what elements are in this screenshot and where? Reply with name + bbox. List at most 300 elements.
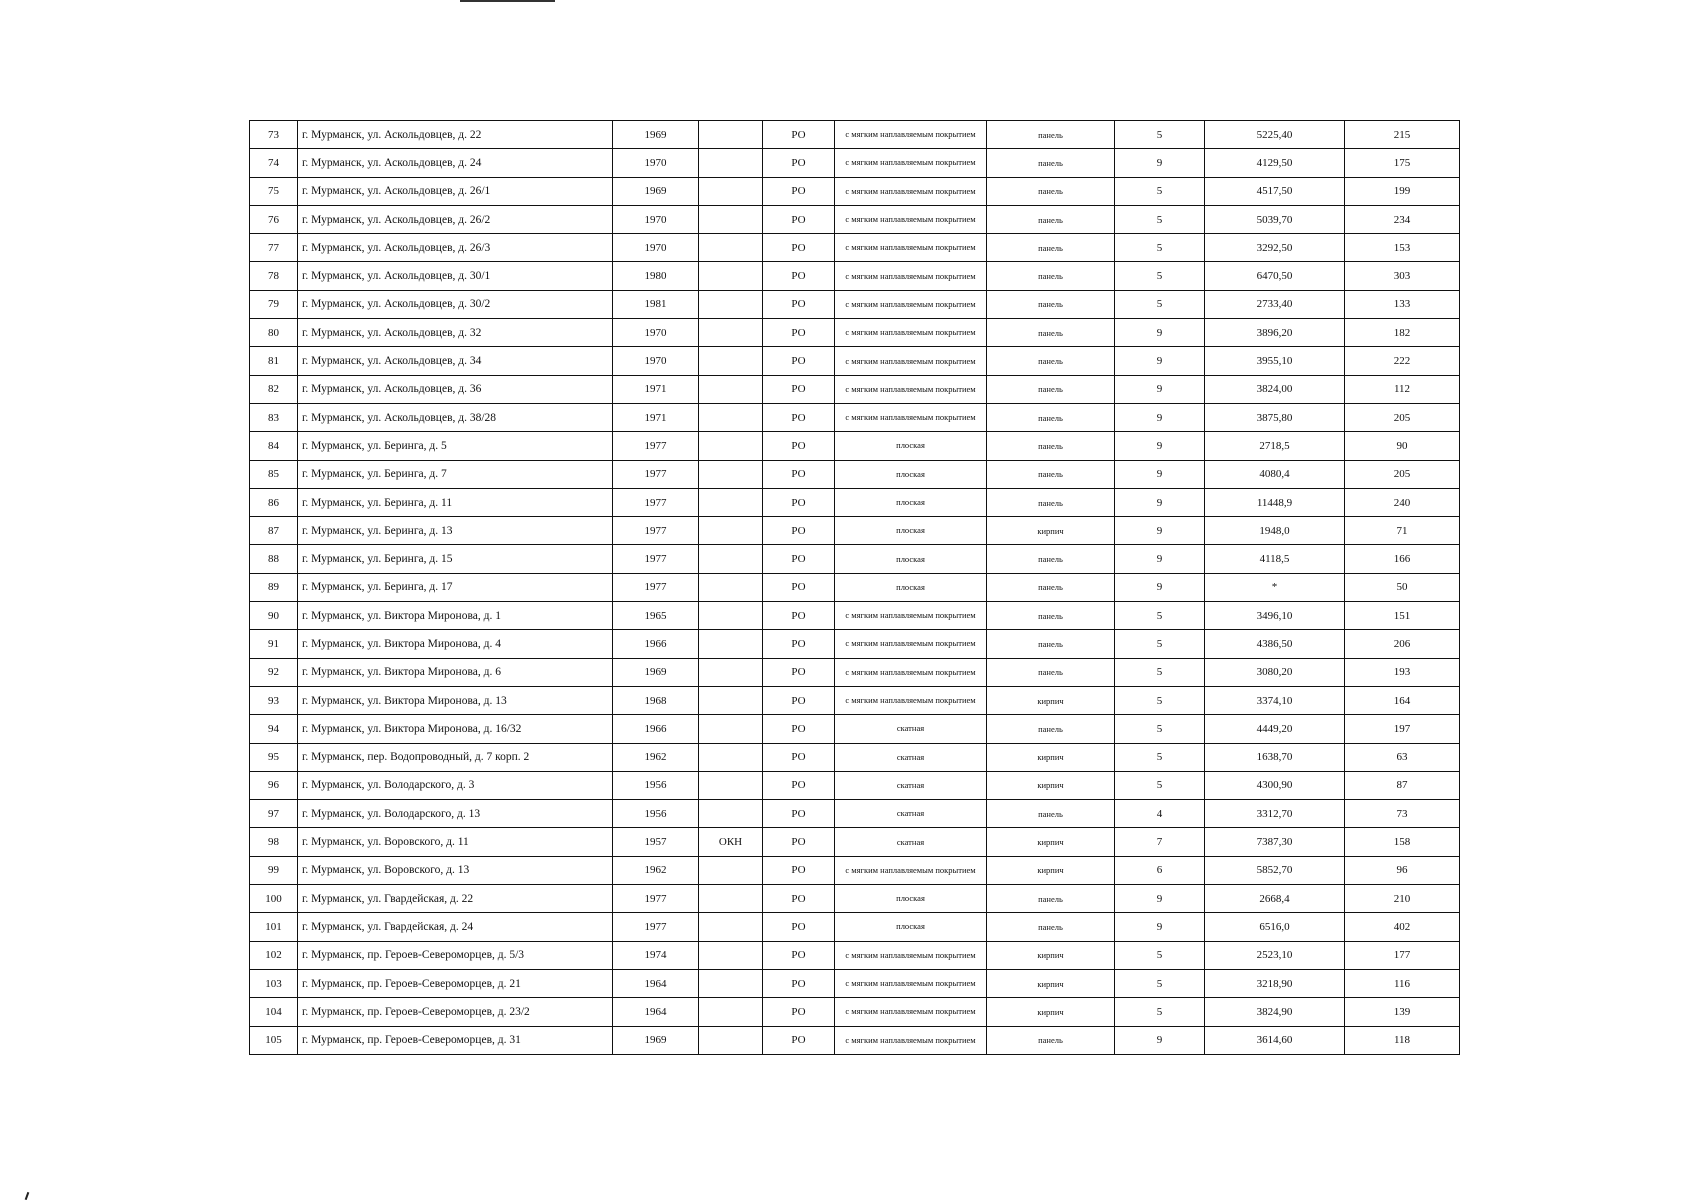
floors-cell: 9: [1115, 403, 1205, 431]
wall-material-cell: панель: [987, 800, 1115, 828]
address-cell: г. Мурманск, ул. Гвардейская, д. 24: [298, 913, 613, 941]
roof-type-cell: с мягким наплавляемым покрытием: [835, 205, 987, 233]
area-cell: 3614,60: [1205, 1026, 1345, 1054]
program-cell: РО: [763, 432, 835, 460]
roof-type-cell: с мягким наплавляемым покрытием: [835, 177, 987, 205]
roof-type-cell: плоская: [835, 517, 987, 545]
row-number-cell: 90: [250, 602, 298, 630]
wall-material-cell: панель: [987, 319, 1115, 347]
program-cell: РО: [763, 262, 835, 290]
wall-material-cell: панель: [987, 262, 1115, 290]
table-row: [250, 375, 1460, 403]
wall-material-cell: панель: [987, 205, 1115, 233]
wall-material-cell: кирпич: [987, 941, 1115, 969]
year-built-cell: 1964: [613, 969, 699, 997]
roof-type-cell: скатная: [835, 800, 987, 828]
table-row: [250, 460, 1460, 488]
row-number-cell: 84: [250, 432, 298, 460]
housing-registry-table: [249, 120, 1460, 1055]
residents-cell: 118: [1345, 1026, 1460, 1054]
program-cell: РО: [763, 488, 835, 516]
program-cell: РО: [763, 149, 835, 177]
wall-material-cell: кирпич: [987, 856, 1115, 884]
table-row: [250, 545, 1460, 573]
roof-type-cell: плоская: [835, 913, 987, 941]
row-number-cell: 105: [250, 1026, 298, 1054]
wall-material-cell: кирпич: [987, 686, 1115, 714]
heritage-status-cell: [699, 545, 763, 573]
wall-material-cell: панель: [987, 234, 1115, 262]
wall-material-cell: панель: [987, 630, 1115, 658]
program-cell: РО: [763, 743, 835, 771]
year-built-cell: 1974: [613, 941, 699, 969]
area-cell: 1638,70: [1205, 743, 1345, 771]
roof-type-cell: скатная: [835, 743, 987, 771]
floors-cell: 9: [1115, 460, 1205, 488]
table-row: [250, 1026, 1460, 1054]
table-row: [250, 828, 1460, 856]
address-cell: г. Мурманск, ул. Аскольдовцев, д. 30/2: [298, 290, 613, 318]
floors-cell: 5: [1115, 177, 1205, 205]
residents-cell: 175: [1345, 149, 1460, 177]
residents-cell: 215: [1345, 121, 1460, 149]
area-cell: 4129,50: [1205, 149, 1345, 177]
address-cell: г. Мурманск, ул. Беринга, д. 13: [298, 517, 613, 545]
year-built-cell: 1977: [613, 545, 699, 573]
floors-cell: 5: [1115, 290, 1205, 318]
roof-type-cell: плоская: [835, 460, 987, 488]
row-number-cell: 78: [250, 262, 298, 290]
program-cell: РО: [763, 885, 835, 913]
table-row: [250, 177, 1460, 205]
roof-type-cell: с мягким наплавляемым покрытием: [835, 234, 987, 262]
floors-cell: 5: [1115, 234, 1205, 262]
program-cell: РО: [763, 630, 835, 658]
row-number-cell: 103: [250, 969, 298, 997]
table-row: [250, 715, 1460, 743]
program-cell: РО: [763, 771, 835, 799]
wall-material-cell: кирпич: [987, 771, 1115, 799]
row-number-cell: 88: [250, 545, 298, 573]
floors-cell: 5: [1115, 771, 1205, 799]
year-built-cell: 1977: [613, 460, 699, 488]
roof-type-cell: с мягким наплавляемым покрытием: [835, 856, 987, 884]
roof-type-cell: скатная: [835, 715, 987, 743]
area-cell: 3218,90: [1205, 969, 1345, 997]
area-cell: 11448,9: [1205, 488, 1345, 516]
area-cell: 2718,5: [1205, 432, 1345, 460]
address-cell: г. Мурманск, ул. Аскольдовцев, д. 26/3: [298, 234, 613, 262]
wall-material-cell: панель: [987, 290, 1115, 318]
floors-cell: 9: [1115, 545, 1205, 573]
table-row: [250, 686, 1460, 714]
heritage-status-cell: [699, 800, 763, 828]
residents-cell: 210: [1345, 885, 1460, 913]
floors-cell: 9: [1115, 432, 1205, 460]
floors-cell: 5: [1115, 602, 1205, 630]
wall-material-cell: панель: [987, 885, 1115, 913]
area-cell: 5225,40: [1205, 121, 1345, 149]
scan-artifact-mark: [25, 1192, 30, 1200]
area-cell: 3824,90: [1205, 998, 1345, 1026]
program-cell: РО: [763, 517, 835, 545]
floors-cell: 5: [1115, 262, 1205, 290]
row-number-cell: 73: [250, 121, 298, 149]
row-number-cell: 76: [250, 205, 298, 233]
row-number-cell: 75: [250, 177, 298, 205]
area-cell: 3312,70: [1205, 800, 1345, 828]
year-built-cell: 1980: [613, 262, 699, 290]
roof-type-cell: с мягким наплавляемым покрытием: [835, 658, 987, 686]
residents-cell: 139: [1345, 998, 1460, 1026]
residents-cell: 234: [1345, 205, 1460, 233]
area-cell: 3080,20: [1205, 658, 1345, 686]
address-cell: г. Мурманск, ул. Беринга, д. 7: [298, 460, 613, 488]
address-cell: г. Мурманск, ул. Виктора Миронова, д. 6: [298, 658, 613, 686]
area-cell: 2733,40: [1205, 290, 1345, 318]
year-built-cell: 1965: [613, 602, 699, 630]
program-cell: РО: [763, 347, 835, 375]
year-built-cell: 1966: [613, 715, 699, 743]
floors-cell: 9: [1115, 913, 1205, 941]
floors-cell: 4: [1115, 800, 1205, 828]
table-row: [250, 488, 1460, 516]
row-number-cell: 77: [250, 234, 298, 262]
table-row: [250, 121, 1460, 149]
roof-type-cell: плоская: [835, 885, 987, 913]
floors-cell: 9: [1115, 319, 1205, 347]
table-row: [250, 658, 1460, 686]
row-number-cell: 79: [250, 290, 298, 318]
program-cell: РО: [763, 177, 835, 205]
program-cell: РО: [763, 658, 835, 686]
address-cell: г. Мурманск, пр. Героев-Североморцев, д. 23/2: [298, 998, 613, 1026]
address-cell: г. Мурманск, ул. Беринга, д. 5: [298, 432, 613, 460]
address-cell: г. Мурманск, ул. Аскольдовцев, д. 22: [298, 121, 613, 149]
address-cell: г. Мурманск, ул. Володарского, д. 13: [298, 800, 613, 828]
area-cell: 6470,50: [1205, 262, 1345, 290]
floors-cell: 5: [1115, 998, 1205, 1026]
address-cell: г. Мурманск, ул. Виктора Миронова, д. 16/32: [298, 715, 613, 743]
heritage-status-cell: [699, 205, 763, 233]
area-cell: 5852,70: [1205, 856, 1345, 884]
program-cell: РО: [763, 969, 835, 997]
wall-material-cell: панель: [987, 573, 1115, 601]
year-built-cell: 1969: [613, 658, 699, 686]
address-cell: г. Мурманск, ул. Гвардейская, д. 22: [298, 885, 613, 913]
heritage-status-cell: [699, 177, 763, 205]
floors-cell: 5: [1115, 941, 1205, 969]
year-built-cell: 1977: [613, 885, 699, 913]
row-number-cell: 95: [250, 743, 298, 771]
heritage-status-cell: [699, 913, 763, 941]
year-built-cell: 1968: [613, 686, 699, 714]
address-cell: г. Мурманск, пр. Героев-Североморцев, д. 31: [298, 1026, 613, 1054]
row-number-cell: 74: [250, 149, 298, 177]
heritage-status-cell: [699, 403, 763, 431]
program-cell: РО: [763, 375, 835, 403]
heritage-status-cell: [699, 743, 763, 771]
area-cell: 3496,10: [1205, 602, 1345, 630]
program-cell: РО: [763, 602, 835, 630]
residents-cell: 96: [1345, 856, 1460, 884]
table-row: [250, 403, 1460, 431]
heritage-status-cell: [699, 658, 763, 686]
address-cell: г. Мурманск, ул. Аскольдовцев, д. 38/28: [298, 403, 613, 431]
row-number-cell: 83: [250, 403, 298, 431]
heritage-status-cell: [699, 630, 763, 658]
floors-cell: 9: [1115, 1026, 1205, 1054]
floors-cell: 5: [1115, 686, 1205, 714]
address-cell: г. Мурманск, пер. Водопроводный, д. 7 корп. 2: [298, 743, 613, 771]
scan-artifact-line: [460, 0, 555, 2]
residents-cell: 303: [1345, 262, 1460, 290]
floors-cell: 5: [1115, 658, 1205, 686]
address-cell: г. Мурманск, ул. Беринга, д. 15: [298, 545, 613, 573]
table-row: [250, 743, 1460, 771]
roof-type-cell: скатная: [835, 771, 987, 799]
heritage-status-cell: [699, 998, 763, 1026]
roof-type-cell: с мягким наплавляемым покрытием: [835, 1026, 987, 1054]
wall-material-cell: панель: [987, 488, 1115, 516]
residents-cell: 182: [1345, 319, 1460, 347]
row-number-cell: 98: [250, 828, 298, 856]
residents-cell: 71: [1345, 517, 1460, 545]
wall-material-cell: панель: [987, 403, 1115, 431]
wall-material-cell: панель: [987, 715, 1115, 743]
year-built-cell: 1969: [613, 1026, 699, 1054]
row-number-cell: 85: [250, 460, 298, 488]
floors-cell: 5: [1115, 969, 1205, 997]
table-row: [250, 319, 1460, 347]
roof-type-cell: с мягким наплавляемым покрытием: [835, 403, 987, 431]
year-built-cell: 1981: [613, 290, 699, 318]
row-number-cell: 99: [250, 856, 298, 884]
roof-type-cell: с мягким наплавляемым покрытием: [835, 630, 987, 658]
residents-cell: 63: [1345, 743, 1460, 771]
wall-material-cell: панель: [987, 375, 1115, 403]
row-number-cell: 87: [250, 517, 298, 545]
heritage-status-cell: [699, 602, 763, 630]
roof-type-cell: с мягким наплавляемым покрытием: [835, 347, 987, 375]
table-row: [250, 630, 1460, 658]
year-built-cell: 1956: [613, 771, 699, 799]
roof-type-cell: с мягким наплавляемым покрытием: [835, 290, 987, 318]
program-cell: РО: [763, 403, 835, 431]
roof-type-cell: с мягким наплавляемым покрытием: [835, 686, 987, 714]
floors-cell: 5: [1115, 121, 1205, 149]
roof-type-cell: с мягким наплавляемым покрытием: [835, 969, 987, 997]
residents-cell: 116: [1345, 969, 1460, 997]
year-built-cell: 1957: [613, 828, 699, 856]
floors-cell: 9: [1115, 149, 1205, 177]
year-built-cell: 1977: [613, 432, 699, 460]
area-cell: *: [1205, 573, 1345, 601]
heritage-status-cell: [699, 969, 763, 997]
area-cell: 3374,10: [1205, 686, 1345, 714]
area-cell: 3875,80: [1205, 403, 1345, 431]
program-cell: РО: [763, 545, 835, 573]
wall-material-cell: панель: [987, 149, 1115, 177]
row-number-cell: 81: [250, 347, 298, 375]
residents-cell: 205: [1345, 403, 1460, 431]
area-cell: 4517,50: [1205, 177, 1345, 205]
year-built-cell: 1970: [613, 149, 699, 177]
heritage-status-cell: [699, 262, 763, 290]
residents-cell: 133: [1345, 290, 1460, 318]
wall-material-cell: панель: [987, 177, 1115, 205]
area-cell: 3824,00: [1205, 375, 1345, 403]
residents-cell: 50: [1345, 573, 1460, 601]
address-cell: г. Мурманск, ул. Аскольдовцев, д. 32: [298, 319, 613, 347]
year-built-cell: 1977: [613, 913, 699, 941]
year-built-cell: 1969: [613, 121, 699, 149]
address-cell: г. Мурманск, ул. Виктора Миронова, д. 4: [298, 630, 613, 658]
address-cell: г. Мурманск, ул. Аскольдовцев, д. 34: [298, 347, 613, 375]
floors-cell: 5: [1115, 743, 1205, 771]
floors-cell: 5: [1115, 715, 1205, 743]
roof-type-cell: с мягким наплавляемым покрытием: [835, 941, 987, 969]
program-cell: РО: [763, 573, 835, 601]
program-cell: РО: [763, 828, 835, 856]
table-row: [250, 969, 1460, 997]
heritage-status-cell: [699, 121, 763, 149]
year-built-cell: 1970: [613, 319, 699, 347]
area-cell: 1948,0: [1205, 517, 1345, 545]
table-row: [250, 234, 1460, 262]
area-cell: 5039,70: [1205, 205, 1345, 233]
address-cell: г. Мурманск, пр. Героев-Североморцев, д. 5/3: [298, 941, 613, 969]
program-cell: РО: [763, 800, 835, 828]
heritage-status-cell: [699, 771, 763, 799]
residents-cell: 158: [1345, 828, 1460, 856]
floors-cell: 9: [1115, 573, 1205, 601]
floors-cell: 6: [1115, 856, 1205, 884]
residents-cell: 112: [1345, 375, 1460, 403]
residents-cell: 240: [1345, 488, 1460, 516]
roof-type-cell: скатная: [835, 828, 987, 856]
heritage-status-cell: [699, 686, 763, 714]
heritage-status-cell: ОКН: [699, 828, 763, 856]
program-cell: РО: [763, 290, 835, 318]
heritage-status-cell: [699, 234, 763, 262]
residents-cell: 193: [1345, 658, 1460, 686]
year-built-cell: 1962: [613, 743, 699, 771]
area-cell: 6516,0: [1205, 913, 1345, 941]
residents-cell: 73: [1345, 800, 1460, 828]
roof-type-cell: плоская: [835, 432, 987, 460]
floors-cell: 7: [1115, 828, 1205, 856]
wall-material-cell: кирпич: [987, 517, 1115, 545]
floors-cell: 9: [1115, 375, 1205, 403]
program-cell: РО: [763, 319, 835, 347]
area-cell: 4080,4: [1205, 460, 1345, 488]
roof-type-cell: с мягким наплавляемым покрытием: [835, 998, 987, 1026]
row-number-cell: 102: [250, 941, 298, 969]
year-built-cell: 1970: [613, 347, 699, 375]
residents-cell: 90: [1345, 432, 1460, 460]
table-row: [250, 205, 1460, 233]
program-cell: РО: [763, 941, 835, 969]
year-built-cell: 1971: [613, 375, 699, 403]
address-cell: г. Мурманск, ул. Беринга, д. 11: [298, 488, 613, 516]
wall-material-cell: панель: [987, 658, 1115, 686]
row-number-cell: 96: [250, 771, 298, 799]
table-row: [250, 885, 1460, 913]
table-row: [250, 771, 1460, 799]
floors-cell: 5: [1115, 205, 1205, 233]
year-built-cell: 1977: [613, 517, 699, 545]
row-number-cell: 82: [250, 375, 298, 403]
table-row: [250, 262, 1460, 290]
table-row: [250, 800, 1460, 828]
roof-type-cell: с мягким наплавляемым покрытием: [835, 602, 987, 630]
wall-material-cell: панель: [987, 913, 1115, 941]
table-row: [250, 573, 1460, 601]
floors-cell: 9: [1115, 517, 1205, 545]
table-row: [250, 149, 1460, 177]
program-cell: РО: [763, 856, 835, 884]
heritage-status-cell: [699, 715, 763, 743]
area-cell: 2668,4: [1205, 885, 1345, 913]
roof-type-cell: с мягким наплавляемым покрытием: [835, 262, 987, 290]
year-built-cell: 1970: [613, 205, 699, 233]
program-cell: РО: [763, 686, 835, 714]
wall-material-cell: панель: [987, 121, 1115, 149]
address-cell: г. Мурманск, ул. Аскольдовцев, д. 30/1: [298, 262, 613, 290]
table-row: [250, 998, 1460, 1026]
year-built-cell: 1964: [613, 998, 699, 1026]
table-row: [250, 602, 1460, 630]
table-row: [250, 913, 1460, 941]
residents-cell: 151: [1345, 602, 1460, 630]
heritage-status-cell: [699, 149, 763, 177]
wall-material-cell: кирпич: [987, 969, 1115, 997]
year-built-cell: 1962: [613, 856, 699, 884]
wall-material-cell: кирпич: [987, 828, 1115, 856]
address-cell: г. Мурманск, ул. Воровского, д. 11: [298, 828, 613, 856]
program-cell: РО: [763, 205, 835, 233]
roof-type-cell: с мягким наплавляемым покрытием: [835, 149, 987, 177]
heritage-status-cell: [699, 460, 763, 488]
row-number-cell: 97: [250, 800, 298, 828]
roof-type-cell: плоская: [835, 488, 987, 516]
heritage-status-cell: [699, 375, 763, 403]
program-cell: РО: [763, 998, 835, 1026]
heritage-status-cell: [699, 573, 763, 601]
year-built-cell: 1977: [613, 573, 699, 601]
area-cell: 7387,30: [1205, 828, 1345, 856]
year-built-cell: 1956: [613, 800, 699, 828]
row-number-cell: 89: [250, 573, 298, 601]
floors-cell: 9: [1115, 885, 1205, 913]
residents-cell: 197: [1345, 715, 1460, 743]
program-cell: РО: [763, 121, 835, 149]
program-cell: РО: [763, 913, 835, 941]
heritage-status-cell: [699, 488, 763, 516]
address-cell: г. Мурманск, ул. Виктора Миронова, д. 1: [298, 602, 613, 630]
floors-cell: 9: [1115, 347, 1205, 375]
wall-material-cell: панель: [987, 545, 1115, 573]
year-built-cell: 1966: [613, 630, 699, 658]
heritage-status-cell: [699, 432, 763, 460]
address-cell: г. Мурманск, пр. Героев-Североморцев, д. 21: [298, 969, 613, 997]
program-cell: РО: [763, 460, 835, 488]
address-cell: г. Мурманск, ул. Аскольдовцев, д. 26/2: [298, 205, 613, 233]
wall-material-cell: кирпич: [987, 743, 1115, 771]
wall-material-cell: панель: [987, 460, 1115, 488]
table-row: [250, 432, 1460, 460]
